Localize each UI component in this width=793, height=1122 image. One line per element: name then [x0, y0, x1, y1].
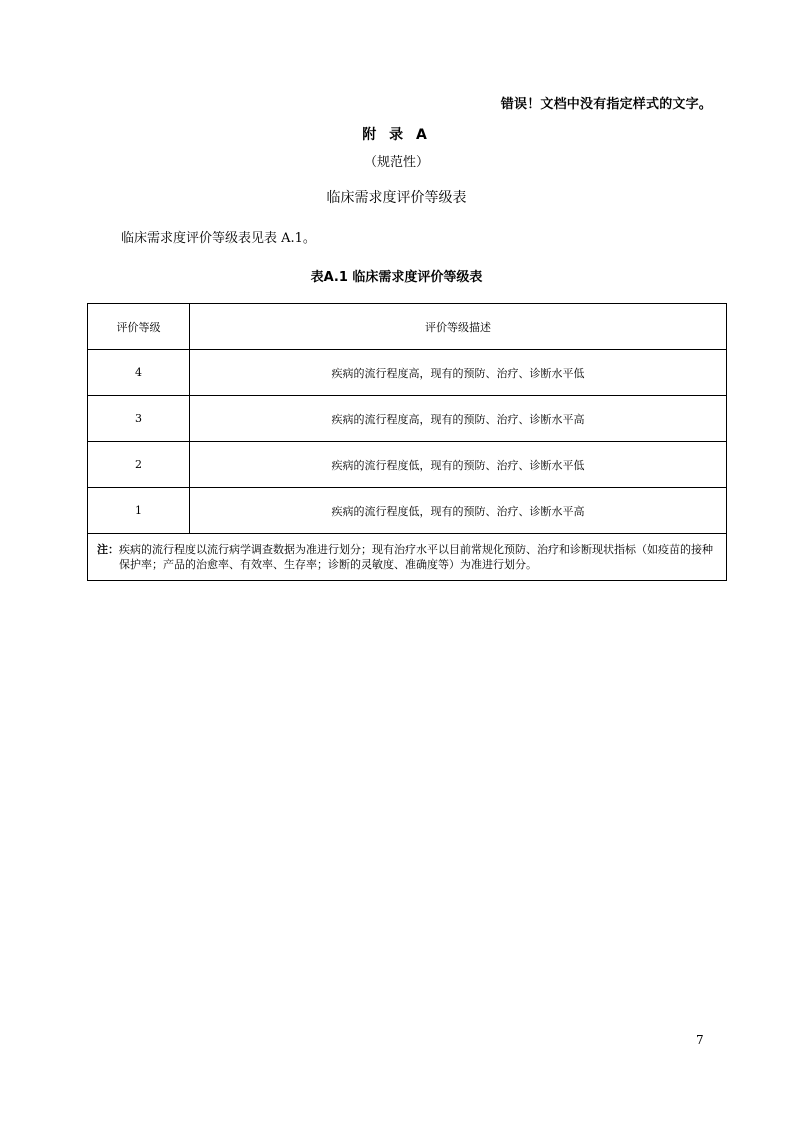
grade-cell: 3 [88, 396, 190, 442]
page-number: 7 [696, 1033, 704, 1047]
description-cell: 疾病的流行程度低，现有的预防、治疗、诊断水平低 [190, 442, 727, 488]
table-row [88, 396, 727, 442]
table-row [88, 442, 727, 488]
table-caption: 表A.1 临床需求度评价等级表 [310, 270, 483, 285]
table-header-row [88, 304, 727, 350]
table-row [88, 350, 727, 396]
description-cell: 疾病的流行程度高，现有的预防、治疗、诊断水平低 [190, 350, 727, 396]
appendix-type: （规范性） [363, 155, 429, 170]
note-text: 疾病的流行程度以流行病学调查数据为准进行划分；现有治疗水平以目前常规化预防、治疗和诊断现状指标（如疫苗的接种保护率；产品的治愈率、有效率、生存率；诊断的灵敏度、准确度等）为准进行划分。 [119, 542, 713, 571]
table-row [88, 488, 727, 534]
grade-table [87, 303, 727, 581]
appendix-heading: 临床需求度评价等级表 [326, 190, 467, 206]
appendix-title: 附 录 A [362, 127, 431, 143]
running-header: 错误！文档中没有指定样式的文字。 [500, 97, 712, 112]
table-note [88, 534, 727, 581]
grade-cell: 4 [88, 350, 190, 396]
intro-paragraph: 临床需求度评价等级表见表 A.1。 [121, 231, 316, 246]
header-grade: 评价等级 [88, 304, 190, 350]
table-note-row [88, 534, 727, 581]
grade-cell: 1 [88, 488, 190, 534]
note-label: 注： [97, 542, 119, 556]
header-description: 评价等级描述 [190, 304, 727, 350]
grade-cell: 2 [88, 442, 190, 488]
description-cell: 疾病的流行程度高，现有的预防、治疗、诊断水平高 [190, 396, 727, 442]
description-cell: 疾病的流行程度低，现有的预防、治疗、诊断水平高 [190, 488, 727, 534]
